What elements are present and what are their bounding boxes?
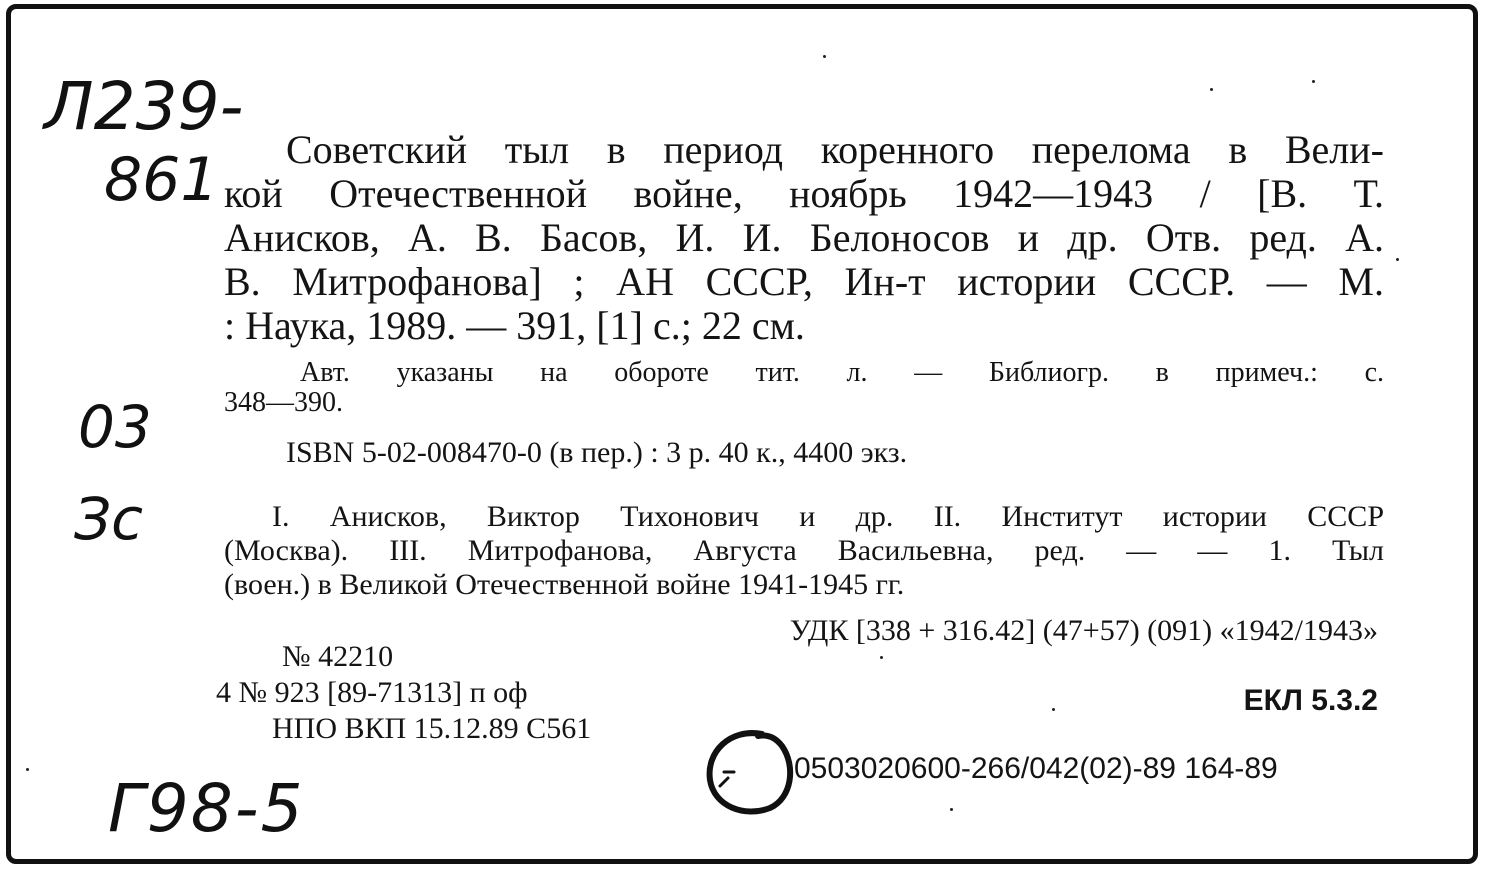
speck <box>823 55 826 58</box>
description-line: Советский тыл в период коренного перелома в Вели- <box>286 127 1384 172</box>
handwritten-bottom-mark: Г98-5 <box>108 770 305 847</box>
speck <box>1312 80 1315 83</box>
udk-classification: УДК [338 + 316.42] (47+57) (091) «1942/1943» <box>789 614 1378 647</box>
order-number: 4 № 923 [89-71313] п оф <box>216 676 528 709</box>
ekl-code: ЕКЛ 5.3.2 <box>1243 684 1378 717</box>
speck <box>950 808 953 811</box>
handwritten-shelf-sub: 861 <box>104 145 219 215</box>
description-line: : Наука, 1989. — 391, [1] с.; 22 см. <box>224 303 805 348</box>
description-line: кой Отечественной войне, ноябрь 1942—1943 / [В. Т. <box>224 171 1384 216</box>
description-line: Анисков, А. В. Басов, И. И. Белоносов и др. Отв. ред. А. <box>224 215 1384 260</box>
tracing-line: (воен.) в Великой Отечественной войне 1941-1945 гг. <box>224 568 905 601</box>
note-line: Авт. указаны на обороте тит. л. — Библиогр. в примеч.: с. <box>300 357 1384 388</box>
note-line: 348—390. <box>224 387 343 418</box>
publisher-code: 0503020600-266/042(02)-89 164-89 <box>794 752 1278 785</box>
speck <box>26 768 29 771</box>
tracing-line: I. Анисков, Виктор Тихонович и др. II. Институт истории СССР <box>272 500 1384 533</box>
npo-line: НПО ВКП 15.12.89 С561 <box>272 712 592 745</box>
tracings <box>224 500 1384 602</box>
speck <box>1210 88 1213 91</box>
copyright-circle-icon <box>700 722 800 822</box>
handwritten-shelf-mark: Л239- <box>44 68 244 145</box>
tracing-line: (Москва). III. Митрофанова, Августа Васильевна, ред. — — 1. Тыл <box>224 534 1384 567</box>
description-line: В. Митрофанова] ; АН СССР, Ин-т истории СССР. — М. <box>224 259 1384 304</box>
bibliographic-note <box>224 358 1384 418</box>
record-number: № 42210 <box>282 640 394 673</box>
handwritten-note-3c: Зс <box>74 485 144 553</box>
isbn-line: ISBN 5-02-008470-0 (в пер.) : 3 р. 40 к., 4400 экз. <box>286 436 908 469</box>
bibliographic-description <box>224 128 1384 348</box>
speck <box>1396 258 1399 261</box>
handwritten-note-03: 03 <box>78 393 152 461</box>
speck <box>1052 708 1055 711</box>
speck <box>880 656 883 659</box>
